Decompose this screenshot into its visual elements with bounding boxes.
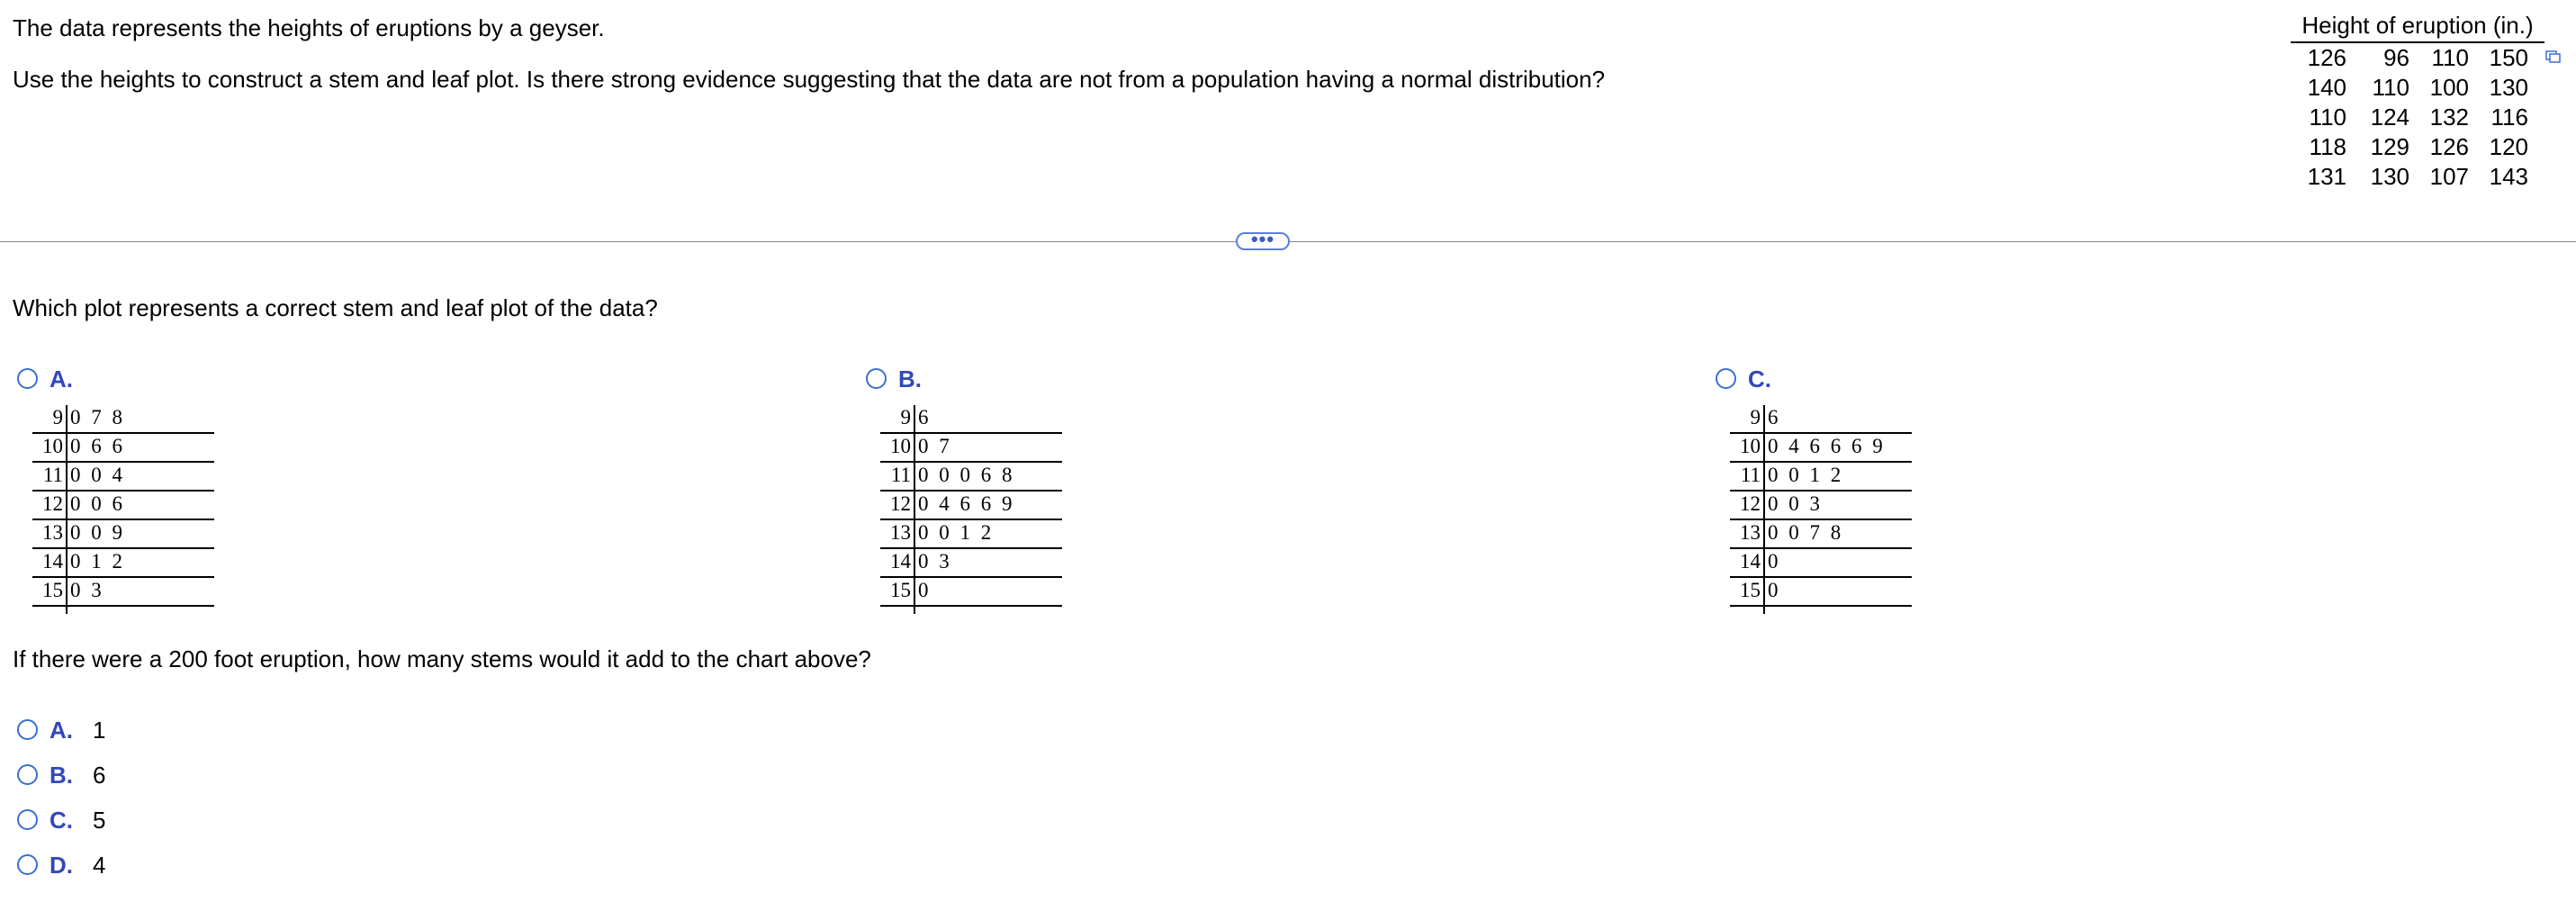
- stem: 12: [1740, 492, 1761, 515]
- leaves: 0: [1768, 579, 1781, 601]
- stem: 15: [42, 579, 63, 601]
- stem-leaf-row: [880, 405, 1062, 434]
- data-cell: 131: [2307, 163, 2346, 190]
- q1-option-b-letter[interactable]: B.: [898, 365, 922, 392]
- stem: 13: [42, 521, 63, 544]
- data-cell: 126: [2429, 133, 2469, 160]
- data-cell: 120: [2489, 133, 2528, 160]
- q1-option-a-radio[interactable]: [17, 368, 38, 389]
- data-cell: 132: [2429, 104, 2469, 131]
- data-cell: 118: [2309, 133, 2346, 160]
- question-1-prompt: Which plot represents a correct stem and leaf plot of the data?: [13, 294, 658, 321]
- leaves: 0 0 9: [70, 521, 125, 544]
- stem-leaf-row: [880, 520, 1062, 549]
- leaves: 6: [918, 406, 932, 428]
- q2-option-a-letter[interactable]: A.: [50, 717, 73, 744]
- q2-option-b-value[interactable]: 6: [93, 762, 106, 789]
- data-cell: 126: [2307, 44, 2346, 71]
- stem-leaf-row: [32, 405, 214, 434]
- stem: 14: [42, 550, 63, 573]
- leaves: 6: [1768, 406, 1781, 428]
- stem-leaf-row: [1730, 492, 1912, 520]
- leaves: 0 0 1 2: [1768, 464, 1844, 486]
- q2-option-b-radio[interactable]: [17, 764, 38, 785]
- stem-leaf-row: [880, 549, 1062, 578]
- leaves: 0 1 2: [70, 550, 125, 573]
- leaves: 0 0 1 2: [918, 521, 995, 544]
- stem-leaf-row: [32, 520, 214, 549]
- stem-leaf-row: [1730, 405, 1912, 434]
- data-cell: 110: [2372, 74, 2409, 101]
- leaves: 0 0 3: [1768, 492, 1823, 515]
- stem: 12: [42, 492, 63, 515]
- leaves: 0 4 6 6 9: [918, 492, 1015, 515]
- stem-leaf-row: [1730, 463, 1912, 492]
- data-table-row: [2291, 103, 2544, 132]
- stem: 13: [1740, 521, 1761, 544]
- data-table: [2291, 12, 2544, 192]
- intro-line-1: The data represents the heights of eruptions by a geyser.: [13, 14, 605, 41]
- q2-option-d-letter[interactable]: D.: [50, 852, 73, 879]
- stem: 10: [42, 435, 63, 457]
- stem-leaf-row: [32, 549, 214, 578]
- data-cell: 130: [2489, 74, 2528, 101]
- data-cell: 100: [2429, 74, 2469, 101]
- stem: 13: [890, 521, 911, 544]
- q2-option-c-radio[interactable]: [17, 809, 38, 830]
- data-cell: 107: [2429, 163, 2469, 190]
- intro-line-2: Use the heights to construct a stem and leaf plot. Is there strong evidence suggesting that the data are not from a population having a normal distribution?: [13, 66, 1606, 93]
- copy-data-icon[interactable]: [2545, 50, 2562, 63]
- stem-leaf-plot-a: [32, 405, 214, 607]
- stem-leaf-row: [32, 434, 214, 463]
- data-table-row: [2291, 43, 2544, 73]
- stem-leaf-row: [32, 492, 214, 520]
- q2-option-d-value[interactable]: 4: [93, 852, 106, 879]
- q2-option-c-letter[interactable]: C.: [50, 807, 73, 834]
- data-cell: 124: [2370, 104, 2409, 131]
- data-cell: 150: [2489, 44, 2528, 71]
- q1-option-b-radio[interactable]: [866, 368, 887, 389]
- leaves: 0: [918, 579, 932, 601]
- leaves: 0 3: [918, 550, 952, 573]
- stem-leaf-plot-c: [1730, 405, 1912, 607]
- leaves: 0 0 0 6 8: [918, 464, 1015, 486]
- stem-leaf-row: [1730, 549, 1912, 578]
- q1-option-c-letter[interactable]: C.: [1748, 365, 1771, 392]
- data-table-row: [2291, 132, 2544, 162]
- stem: 15: [890, 579, 911, 601]
- stem-leaf-row: [1730, 520, 1912, 549]
- data-cell: 116: [2490, 104, 2528, 131]
- data-table-caption: Height of eruption (in.): [2291, 12, 2544, 43]
- q2-option-b-letter[interactable]: B.: [50, 762, 73, 789]
- q1-option-c-radio[interactable]: [1716, 368, 1736, 389]
- data-cell: 140: [2307, 74, 2346, 101]
- stem-leaf-row: [880, 463, 1062, 492]
- data-cell: 143: [2489, 163, 2528, 190]
- stem: 11: [42, 464, 63, 486]
- stem: 12: [890, 492, 911, 515]
- data-cell: 96: [2383, 44, 2409, 71]
- leaves: 0 0 4: [70, 464, 125, 486]
- leaves: 0 0 7 8: [1768, 521, 1844, 544]
- data-table-row: [2291, 162, 2544, 192]
- stem: 9: [52, 406, 63, 428]
- data-cell: 110: [2309, 104, 2346, 131]
- data-cell: 129: [2370, 133, 2409, 160]
- leaves: 0 7: [918, 435, 952, 457]
- stem-leaf-row: [880, 578, 1062, 607]
- stem-leaf-row: [1730, 578, 1912, 607]
- q2-option-c-value[interactable]: 5: [93, 807, 106, 834]
- stem-leaf-row: [32, 578, 214, 607]
- stem: 11: [1740, 464, 1761, 486]
- stem: 11: [890, 464, 911, 486]
- stem-leaf-plot-b: [880, 405, 1062, 607]
- stem: 15: [1740, 579, 1761, 601]
- leaves: 0 0 6: [70, 492, 125, 515]
- leaves: 0 7 8: [70, 406, 125, 428]
- stem: 9: [900, 406, 911, 428]
- stem-leaf-row: [880, 434, 1062, 463]
- leaves: 0 3: [70, 579, 104, 601]
- data-cell: 130: [2370, 163, 2409, 190]
- question-2-prompt: If there were a 200 foot eruption, how many stems would it add to the chart above?: [13, 645, 871, 672]
- expand-more-button[interactable]: •••: [1236, 232, 1290, 250]
- stem: 10: [1740, 435, 1761, 457]
- leaves: 0 6 6: [70, 435, 125, 457]
- q2-option-d-radio[interactable]: [17, 854, 38, 875]
- stem: 10: [890, 435, 911, 457]
- stem-leaf-row: [1730, 434, 1912, 463]
- leaves: 0: [1768, 550, 1781, 573]
- leaves: 0 4 6 6 6 9: [1768, 435, 1886, 457]
- stem: 14: [1740, 550, 1761, 573]
- data-cell: 110: [2431, 44, 2469, 71]
- data-table-row: [2291, 73, 2544, 103]
- stem-leaf-row: [880, 492, 1062, 520]
- q1-option-a-letter[interactable]: A.: [50, 365, 73, 392]
- q2-option-a-value[interactable]: 1: [93, 717, 106, 744]
- stem: 9: [1750, 406, 1761, 428]
- stem-leaf-row: [32, 463, 214, 492]
- stem: 14: [890, 550, 911, 573]
- q2-option-a-radio[interactable]: [17, 719, 38, 740]
